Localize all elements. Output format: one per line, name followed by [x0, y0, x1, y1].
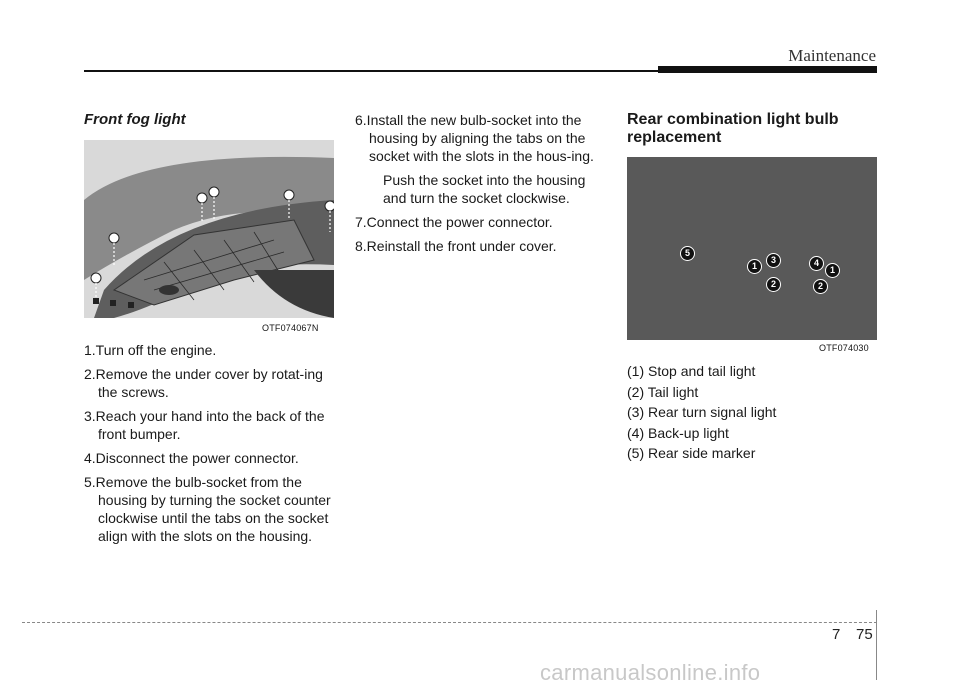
part-3: (3) Rear turn signal light	[627, 404, 777, 420]
step-6-text: 6.Install the new bulb-socket into the housing by aligning the tabs on the socket with the slots in the hous-ing.	[355, 112, 594, 164]
front-fog-light-heading: Front fog light	[84, 111, 186, 128]
badge-3: 3	[766, 253, 781, 268]
badge-4: 4	[809, 256, 824, 271]
figure-caption-rear: OTF074030	[819, 343, 869, 353]
figure-caption-front: OTF074067N	[262, 323, 319, 333]
step-1: 1.Turn off the engine.	[84, 342, 217, 358]
part-5: (5) Rear side marker	[627, 445, 756, 461]
step-6	[355, 111, 605, 207]
step-5: 5.Remove the bulb-socket from the housing by turning the socket counter clockwise until the tabs on the socket align with the slots on the housing.	[84, 474, 331, 544]
footer-rule	[22, 622, 877, 623]
badge-1a: 1	[747, 259, 762, 274]
header-rule-accent	[658, 66, 877, 73]
badge-5: 5	[680, 246, 695, 261]
step-8: 8.Reinstall the front under cover.	[355, 238, 557, 254]
rear-light-parts-list	[627, 361, 776, 464]
rear-combination-figure	[627, 157, 877, 340]
rear-combination-heading: Rear combination light bulb replacement	[627, 111, 839, 146]
footer-divider	[876, 610, 877, 680]
part-2: (2) Tail light	[627, 383, 699, 400]
step-3: 3.Reach your hand into the back of the front bumper.	[84, 408, 325, 442]
step-6-note: Push the socket into the housing and turn the socket clockwise.	[383, 172, 586, 206]
part-4: (4) Back-up light	[627, 424, 729, 441]
header-rule	[84, 70, 664, 72]
step-4: 4.Disconnect the power connector.	[84, 450, 299, 466]
chapter-number: 7	[832, 626, 841, 643]
under-cover-illustration	[84, 140, 334, 318]
watermark: carmanualsonline.info	[540, 660, 761, 685]
fog-light-steps-continued	[355, 111, 605, 261]
fog-light-steps	[84, 341, 334, 551]
front-under-cover-figure	[84, 140, 334, 318]
step-2: 2.Remove the under cover by rotat-ing the screws.	[84, 366, 323, 400]
badge-1b: 1	[825, 263, 840, 278]
badge-2a: 2	[766, 277, 781, 292]
part-1: (1) Stop and tail light	[627, 363, 756, 379]
section-title: Maintenance	[788, 46, 876, 65]
page-number: 75	[856, 626, 873, 643]
step-7: 7.Connect the power connector.	[355, 214, 553, 230]
badge-2b: 2	[813, 279, 828, 294]
